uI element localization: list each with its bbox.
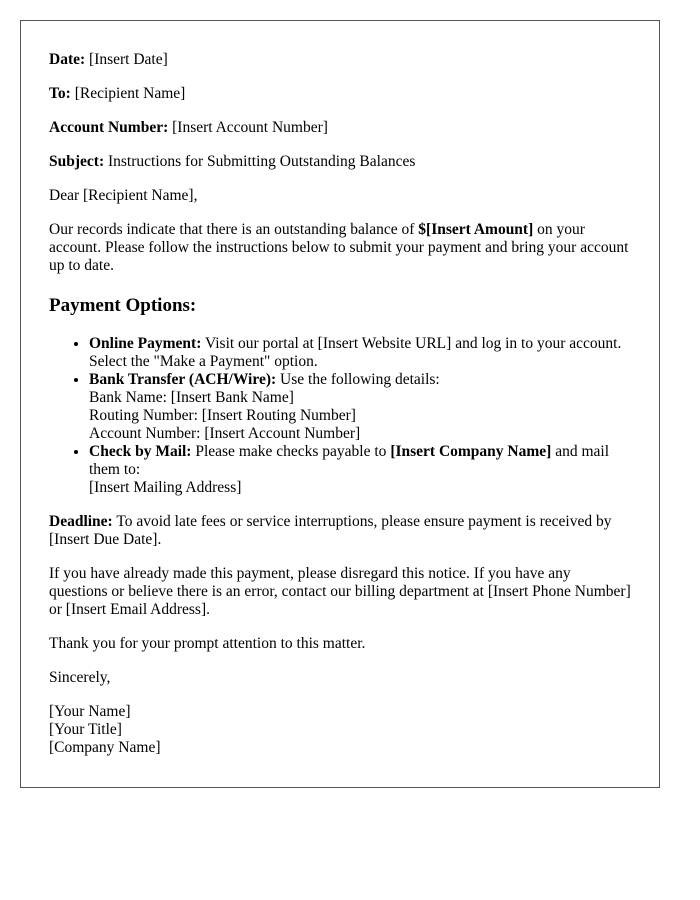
deadline-label: Deadline:: [49, 513, 113, 530]
signature-company: [Company Name]: [49, 739, 161, 756]
bank-text: Use the following details:: [276, 371, 440, 388]
thanks-paragraph: Thank you for your prompt attention to this matter.: [49, 635, 366, 652]
to-line: [49, 85, 631, 103]
salutation: Dear [Recipient Name],: [49, 187, 198, 204]
subject-label: Subject:: [49, 153, 105, 170]
bank-label: Bank Transfer (ACH/Wire):: [89, 371, 277, 388]
online-label: Online Payment:: [89, 335, 202, 352]
account-label: Account Number:: [49, 119, 169, 136]
payment-options-heading: Payment Options:: [49, 295, 197, 316]
intro-after: on your account. Please follow the instructions below to submit your payment and bring your account up to date.: [49, 221, 629, 274]
date-value: [Insert Date]: [89, 51, 168, 68]
disregard-paragraph: If you have already made this payment, please disregard this notice. If you have any questions or believe there is an error, contact our billing department at [Insert Phone Number] or [Insert Email Address].: [49, 565, 631, 618]
check-label: Check by Mail:: [89, 443, 192, 460]
bank-name-line: Bank Name: [Insert Bank Name]: [89, 389, 294, 406]
to-label: To:: [49, 85, 71, 102]
date-label: Date:: [49, 51, 86, 68]
payment-option-online: [89, 335, 631, 371]
balance-amount: $[Insert Amount]: [418, 221, 534, 238]
check-text-after: and mail them to:: [89, 443, 610, 478]
account-line: [49, 119, 631, 137]
routing-number-line: Routing Number: [Insert Routing Number]: [89, 407, 356, 424]
signature-block: [49, 703, 631, 757]
deadline-paragraph: [49, 513, 631, 549]
letter-document: [20, 20, 660, 788]
deadline-text: To avoid late fees or service interruptions, please ensure payment is received by [Insert Due Date].: [49, 513, 612, 548]
subject-value: Instructions for Submitting Outstanding Balances: [107, 153, 416, 170]
closing: Sincerely,: [49, 669, 111, 686]
to-value: [Recipient Name]: [74, 85, 186, 102]
signature-name: [Your Name]: [49, 703, 131, 720]
bank-account-line: Account Number: [Insert Account Number]: [89, 425, 361, 442]
check-text-before: Please make checks payable to: [191, 443, 391, 460]
subject-line: [49, 153, 631, 171]
online-text: Visit our portal at [Insert Website URL] and log in to your account. Select the "Make a Payment" option.: [89, 335, 622, 370]
account-value: [Insert Account Number]: [172, 119, 328, 136]
payment-option-check: [89, 443, 631, 497]
date-line: [49, 51, 631, 69]
signature-title: [Your Title]: [49, 721, 122, 738]
intro-paragraph: [49, 221, 631, 275]
mailing-address-line: [Insert Mailing Address]: [89, 479, 242, 496]
payment-option-bank: [89, 371, 631, 443]
intro-before: Our records indicate that there is an outstanding balance of: [49, 221, 419, 238]
payment-options-list: [49, 335, 631, 497]
check-company: [Insert Company Name]: [390, 443, 552, 460]
